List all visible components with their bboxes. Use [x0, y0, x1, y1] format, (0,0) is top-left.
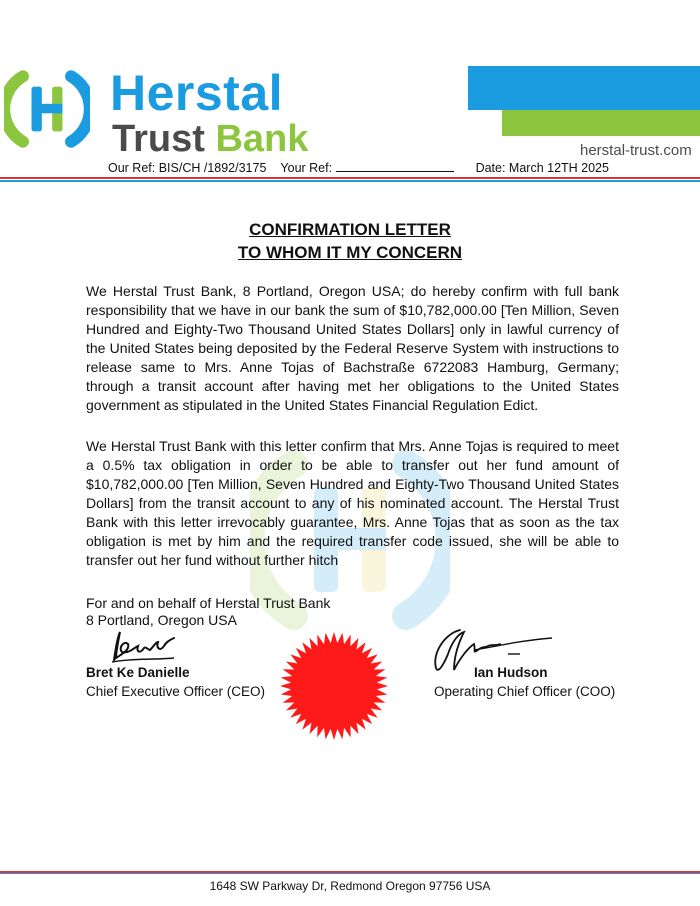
coo-name: Ian Hudson — [474, 665, 548, 680]
your-ref-blank — [336, 161, 454, 172]
footer-divider-blue — [0, 873, 700, 874]
behalf-line-2: 8 Portland, Oregon USA — [86, 612, 237, 628]
header-green-bar — [502, 110, 700, 136]
ceo-signature — [104, 628, 184, 668]
footer-address: 1648 SW Parkway Dr, Redmond Oregon 97756 USA — [209, 879, 491, 893]
header-divider-red — [0, 177, 700, 179]
header-divider-blue — [0, 180, 700, 182]
body-paragraph-2: We Herstal Trust Bank with this letter confirm that Mrs. Anne Tojas is required to meet a 0.5% tax obligation in order to be able to transfer out her fund amount of $10,782,000.00 [Ten Million, Seven Hundred and Eighty-Two Thousand United States Dollars] from the transit account to any of his nominated account. The Herstal Trust Bank with this letter irrevocably guarantee, Mrs. Anne Tojas that as soon as the tax obligation is met by him and the required transfer code issued, she will be able to transfer out her fund without further hitch — [86, 438, 619, 568]
ceo-title: Chief Executive Officer (CEO) — [86, 684, 266, 699]
brand-word-trust: Trust — [112, 118, 205, 160]
website-url: herstal-trust.com — [580, 142, 692, 159]
ceo-name: Bret Ke Danielle — [86, 665, 190, 680]
bank-logo-icon — [4, 66, 90, 152]
your-ref-label: Your Ref: — [280, 161, 333, 175]
red-seal-icon — [278, 630, 390, 742]
our-ref: Our Ref: BIS/CH /1892/3175 — [108, 161, 267, 175]
brand-name-herstal: Herstal — [110, 65, 284, 121]
behalf-line-1: For and on behalf of Herstal Trust Bank — [86, 595, 331, 611]
reference-line — [108, 161, 609, 175]
coo-title: Operating Chief Officer (COO) — [434, 684, 616, 699]
body-paragraph-1: We Herstal Trust Bank, 8 Portland, Oregon USA; do hereby confirm with full bank responsibility that we have in our bank the sum of $10,782,000.00 [Ten Million, Seven Hundred and Eighty-Two Thousand United States Dollars] only in lawful currency of the United States being deposited by the Federal Reserve System with instructions to release same to Mrs. Anne Tojas of Bachstraße 6722083 Hamburg, Germany; through a transit account after having met her obligations to the United States government as stipulated in the United States Financial Regulation Edict. — [86, 283, 619, 413]
brand-word-bank: Bank — [215, 118, 309, 160]
letter-title: CONFIRMATION LETTER — [249, 220, 451, 239]
brand-name-trust-bank — [112, 118, 308, 161]
letter-date: Date: March 12TH 2025 — [475, 161, 609, 175]
letter-subtitle: TO WHOM IT MY CONCERN — [237, 243, 463, 262]
header-blue-bar — [468, 66, 700, 110]
